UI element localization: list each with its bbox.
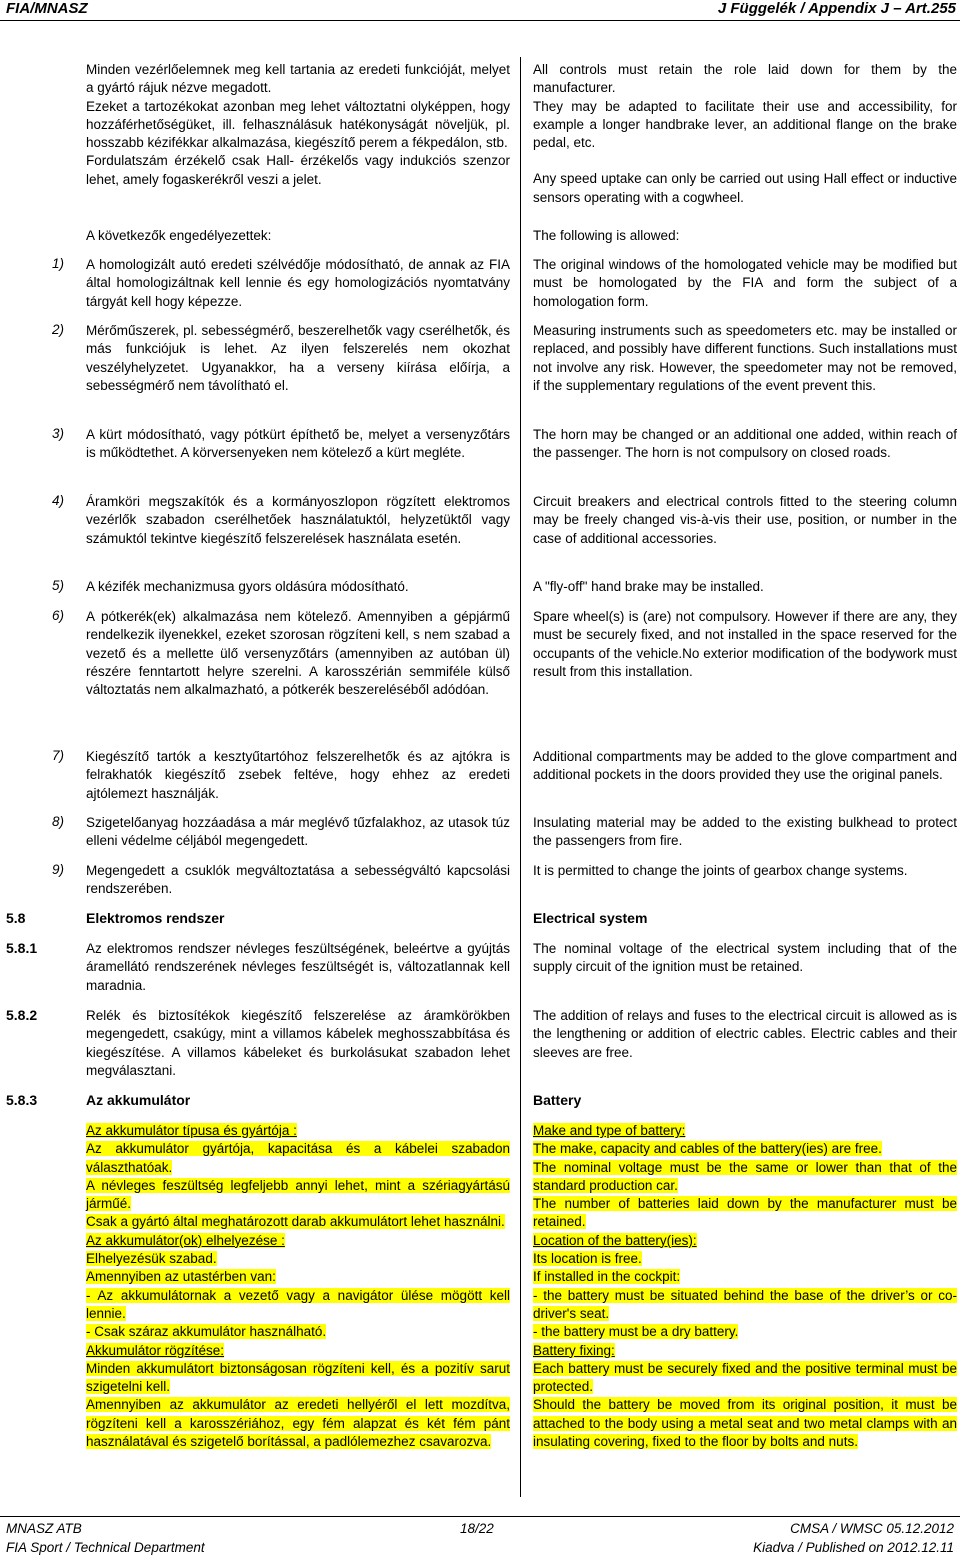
item-4-en: Circuit breakers and electrical controls fitted to the steering column may be freely changed vis-à-vis their use, position, or number in the case of additional accessories.: [533, 494, 957, 546]
item-1-en: The original windows of the homologated vehicle may be modified but must be homologated by the FIA and form the subject of a homologation form.: [533, 257, 957, 309]
battery-line: Make and type of battery:: [533, 1123, 686, 1138]
item-3-hu: A kürt módosítható, vagy pótkürt építhető be, melyet a versenyzőtárs is működtethet. A körversenyeken nem kötelező a kürt megléte.: [86, 427, 510, 461]
battery-line: - the battery must be situated behind the base of the driver’s or co-driver's seat.: [533, 1287, 957, 1321]
battery-line: Amennyiben az akkumulátor az eredeti hellyéről el lett mozdítva, rögzíteni kell a karosszériához, egy fém alapzat és két fém pánt használatával és szigetelő borítással, a padlólemezhez csavarozva.: [86, 1397, 510, 1450]
footer-right-2: Kiadva / Published on 2012.12.11: [753, 1540, 954, 1555]
item-6-hu: A pótkerék(ek) alkalmazása nem kötelező. Amennyiben a gépjármű rendelkezik ilyenekkel, ezeket szorosan rögzíteni kell, s nem szabad a vezető és a mellette ülő versenyzőtárs (amennyiben az autóban ül) részére fenntartott helyre szerelni. A karosszérián semmiféle külső változtatás nem alkalmazható, a pótkerék beszereléséből adódóan.: [86, 609, 510, 698]
section-title-hu: Az akkumulátor: [86, 1092, 191, 1108]
battery-line: The number of batteries laid down by the manufacturer must be retained.: [533, 1196, 957, 1230]
battery-line: The make, capacity and cables of the battery(ies) are free.: [533, 1141, 882, 1157]
battery-line: Csak a gyártó által meghatározott darab akkumulátort lehet használni.: [86, 1214, 505, 1230]
battery-hu: [86, 1122, 510, 1451]
item-8-hu: Szigetelőanyag hozzáadása a már meglévő tűzfalakhoz, az utasok túz elleni védelme céljából megengedett.: [86, 815, 510, 849]
battery-line: Each battery must be securely fixed and the positive terminal must be protected.: [533, 1360, 957, 1395]
battery-line: Battery fixing:: [533, 1342, 615, 1358]
item-3-en: The horn may be changed or an additional one added, within reach of the passenger. The horn is not compulsory on closed roads.: [533, 427, 957, 461]
item-8-en: Insulating material may be added to the existing bulkhead to protect the passengers from fire.: [533, 815, 957, 849]
battery-line: Should the battery be moved from its original position, it must be attached to the body using a metal seat and two metal clamps with an insulating covering, fixed to the floor by bolts and nuts.: [533, 1397, 957, 1450]
section-number: 5.8.3: [6, 1092, 38, 1108]
battery-line: Location of the battery(ies):: [533, 1232, 697, 1248]
section-title-en: Electrical system: [533, 910, 648, 926]
footer-left-2: FIA Sport / Technical Department: [6, 1540, 205, 1555]
battery-line: If installed in the cockpit:: [533, 1269, 681, 1285]
intro-en: [533, 61, 957, 207]
intro-hu-p3: Fordulatszám érzékelő csak Hall- érzékelős vagy indukciós szenzor lehet, amely fogaskerékről veszi a jelet.: [86, 153, 510, 187]
section-5-8-2-hu: Relék és biztosítékok kiegészítő felszerelése az áramkörökben megengedett, csakúgy, mint a villamos kábelek meghosszabbítása és kiegészítése. A villamos kábeleket és burkolásukat szabadon lehet megválasztani.: [86, 1008, 510, 1078]
item-number: 8): [52, 814, 65, 829]
battery-line: The nominal voltage must be the same or lower than that of the standard production car.: [533, 1159, 957, 1193]
battery-line: Az akkumulátor típusa és gyártója :: [86, 1123, 297, 1138]
footer-page-number: 18/22: [460, 1521, 494, 1536]
allowed-en: The following is allowed:: [533, 228, 680, 243]
item-4-hu: Áramköri megszakítók és a kormányoszlopon rögzített elektromos vezérlők szabadon cserélhetőek használatuktól, helyzetüktől vagy számuktól tekintve kiegészítő felszerelések használata esetén.: [86, 494, 510, 546]
battery-line: Az akkumulátor(ok) elhelyezése :: [86, 1232, 285, 1248]
section-title-hu: Elektromos rendszer: [86, 910, 225, 926]
item-5-hu: A kézifék mechanizmusa gyors oldásúra módosítható.: [86, 579, 409, 594]
intro-hu-p2: Ezeket a tartozékokat azonban meg lehet változtatni olyképpen, hogy hozzáférhetőségüket, ill. felhasználásuk hatékonyságát növeljük, pl. hosszabb kézifékkar alkalmazása, kiegészítő perem a fékpedálon, stb.: [86, 98, 510, 151]
allowed-hu: A következők engedélyezettek:: [86, 228, 272, 243]
battery-line: Its location is free.: [533, 1251, 642, 1267]
item-number: 1): [52, 256, 65, 271]
battery-line: - Az akkumulátornak a vezető vagy a navigátor ülése mögött kell lennie.: [86, 1287, 510, 1321]
item-5-en: A "fly-off" hand brake may be installed.: [533, 579, 764, 594]
intro-en-p2: They may be adapted to facilitate their use and accessibility, for example a longer handbrake lever, an additional flange on the brake pedal, etc.: [533, 98, 957, 151]
item-1-hu: A homologizált autó eredeti szélvédője módosítható, de annak az FIA által homologizáltnak kell lennie és egy homologizációs nyomtatvány tárgyát kell hogy képezze.: [86, 257, 510, 309]
battery-line: Akkumulátor rögzítése:: [86, 1342, 225, 1358]
item-number: 5): [52, 578, 65, 593]
intro-hu: [86, 61, 510, 189]
item-2-hu: Mérőműszerek, pl. sebességmérő, beszerelhetők vagy cserélhetők, és más funkciójuk is lehet. Az ilyen felszerelés nem okozhat veszélyhelyzetet. Ugyanakkor, ha a verseny kiírása előírja, a sebességmérő nem távolítható el.: [86, 323, 510, 393]
header-left: FIA/MNASZ: [6, 0, 88, 17]
item-number: 3): [52, 426, 65, 441]
header-right: J Függelék / Appendix J – Art.255: [717, 0, 956, 17]
item-7-en: Additional compartments may be added to the glove compartment and additional pockets in the doors provided they use the original panels.: [533, 749, 957, 783]
page-header: [0, 0, 960, 22]
intro-en-p3: Any speed uptake can only be carried out using Hall effect or inductive sensors operating with a cogwheel.: [533, 171, 957, 205]
section-title-en: Battery: [533, 1092, 582, 1108]
item-number: 7): [52, 748, 65, 763]
section-5-8-1-en: The nominal voltage of the electrical system including that of the supply circuit of the ignition must be retained.: [533, 941, 957, 975]
battery-line: - Csak száraz akkumulátor használható.: [86, 1324, 327, 1340]
item-number: 6): [52, 608, 65, 623]
battery-line: Az akkumulátor gyártója, kapacitása és a kábelei szabadon választhatóak.: [86, 1141, 510, 1175]
battery-line: A névleges feszültség legfeljebb annyi lehet, mint a szériagyártású járműé.: [86, 1177, 510, 1212]
header-rule: [0, 20, 960, 21]
intro-en-p1: All controls must retain the role laid down for them by the manufacturer.: [533, 62, 957, 96]
footer-rule: [0, 1516, 960, 1517]
battery-line: Minden akkumulátort biztonságosan rögzíteni kell, és a pozitív sarut szigetelni kell.: [86, 1360, 510, 1395]
section-number: 5.8: [6, 910, 26, 926]
battery-line: - the battery must be a dry battery.: [533, 1324, 739, 1340]
intro-hu-p1: Minden vezérlőelemnek meg kell tartania az eredeti funkcióját, melyet a gyártó rájuk nézve megadott.: [86, 62, 510, 96]
item-number: 4): [52, 493, 65, 508]
battery-line: Amennyiben az utastérben van:: [86, 1269, 276, 1285]
battery-line: Elhelyezésük szabad.: [86, 1251, 217, 1267]
battery-en: [533, 1122, 957, 1451]
section-number: 5.8.1: [6, 940, 38, 956]
footer-left-1: MNASZ ATB: [6, 1521, 82, 1536]
item-9-hu: Megengedett a csuklók megváltoztatása a sebességváltó kapcsolási rendszerében.: [86, 863, 510, 897]
item-2-en: Measuring instruments such as speedometers etc. may be installed or replaced, and possibly have different functions. Such installations must not involve any risk. However, the speedometer may not be removed, if the supplementary regulations of the event prevent this.: [533, 323, 957, 393]
item-number: 2): [52, 322, 65, 337]
item-number: 9): [52, 862, 65, 877]
section-number: 5.8.2: [6, 1007, 38, 1023]
footer-right-1: CMSA / WMSC 05.12.2012: [790, 1521, 954, 1536]
item-6-en: Spare wheel(s) is (are) not compulsory. However if there are any, they must be securely fixed, and not installed in the space reserved for the occupants of the vehicle.No exterior modification of the bodywork must result from this installation.: [533, 609, 957, 679]
section-5-8-2-en: The addition of relays and fuses to the electrical circuit is allowed as is the lengthening or addition of electric cables. Electric cables and their sleeves are free.: [533, 1008, 957, 1060]
item-9-en: It is permitted to change the joints of gearbox change systems.: [533, 863, 908, 878]
item-7-hu: Kiegészítő tartók a kesztyűtartóhoz felszerelhetők és az ajtókra is felrakhatók kiegészítő zsebek feltéve, hogy ehhez az eredeti ajtólemezt használják.: [86, 749, 510, 801]
column-divider: [520, 57, 521, 1497]
section-5-8-1-hu: Az elektromos rendszer névleges feszültségének, beleértve a gyújtás áramellátó rendszerének névleges feszültségét is, változatlannak kell maradnia.: [86, 941, 510, 993]
